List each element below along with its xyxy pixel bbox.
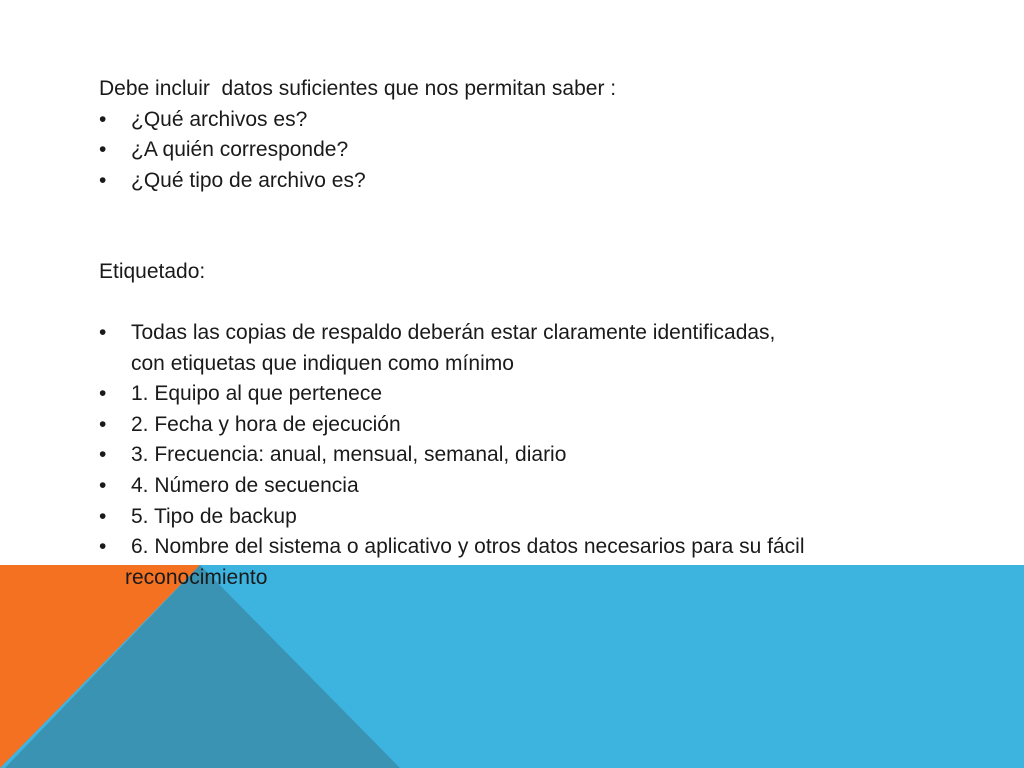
bullet-icon: • [99, 412, 107, 436]
intro-text: Debe incluir datos suficientes que nos permitan saber : [99, 77, 617, 100]
label-item-text: 5. Tipo de backup [131, 504, 297, 528]
bullet-icon: • [99, 320, 107, 344]
label-item [99, 410, 979, 441]
label-item-text: 6. Nombre del sistema o aplicativo y otros datos necesarios para su fácil [131, 535, 805, 559]
label-item-text: 1. Equipo al que pertenece [131, 382, 383, 406]
bullet-icon: • [99, 535, 107, 559]
label-item [99, 318, 979, 379]
label-item [99, 471, 979, 502]
bullet-icon: • [99, 168, 107, 192]
question-text: ¿A quién corresponde? [131, 138, 349, 162]
label-item [99, 532, 979, 563]
label-item [99, 440, 979, 471]
heading-colon: : [199, 260, 206, 284]
question-text: ¿Qué archivos es? [131, 107, 308, 131]
label-item-text-continued: reconocimiento [125, 565, 268, 589]
slide-body [99, 74, 979, 593]
bullet-icon: • [99, 504, 107, 528]
question-text: ¿Qué tipo de archivo es? [131, 168, 366, 192]
heading-word: Etiquetado [99, 260, 200, 284]
label-item-text: 3. Frecuencia: anual, mensual, semanal, diario [131, 443, 567, 467]
label-item [99, 379, 979, 410]
section-heading [99, 257, 979, 288]
spacer [99, 288, 979, 318]
question-item [99, 135, 979, 166]
question-item [99, 105, 979, 136]
spacer [99, 196, 979, 257]
bullet-icon: • [99, 473, 107, 497]
bullet-icon: • [99, 443, 107, 467]
bullet-icon: • [99, 382, 107, 406]
question-item [99, 166, 979, 197]
label-item [99, 502, 979, 533]
label-item-text: 2. Fecha y hora de ejecución [131, 412, 401, 436]
label-item-text: 4. Número de secuencia [131, 473, 359, 497]
label-item-text: Todas las copias de respaldo deberán estar claramente identificadas, [131, 320, 776, 344]
bullet-icon: • [99, 138, 107, 162]
label-item-text-continued: con etiquetas que indiquen como mínimo [131, 351, 514, 375]
bullet-icon: • [99, 107, 107, 131]
